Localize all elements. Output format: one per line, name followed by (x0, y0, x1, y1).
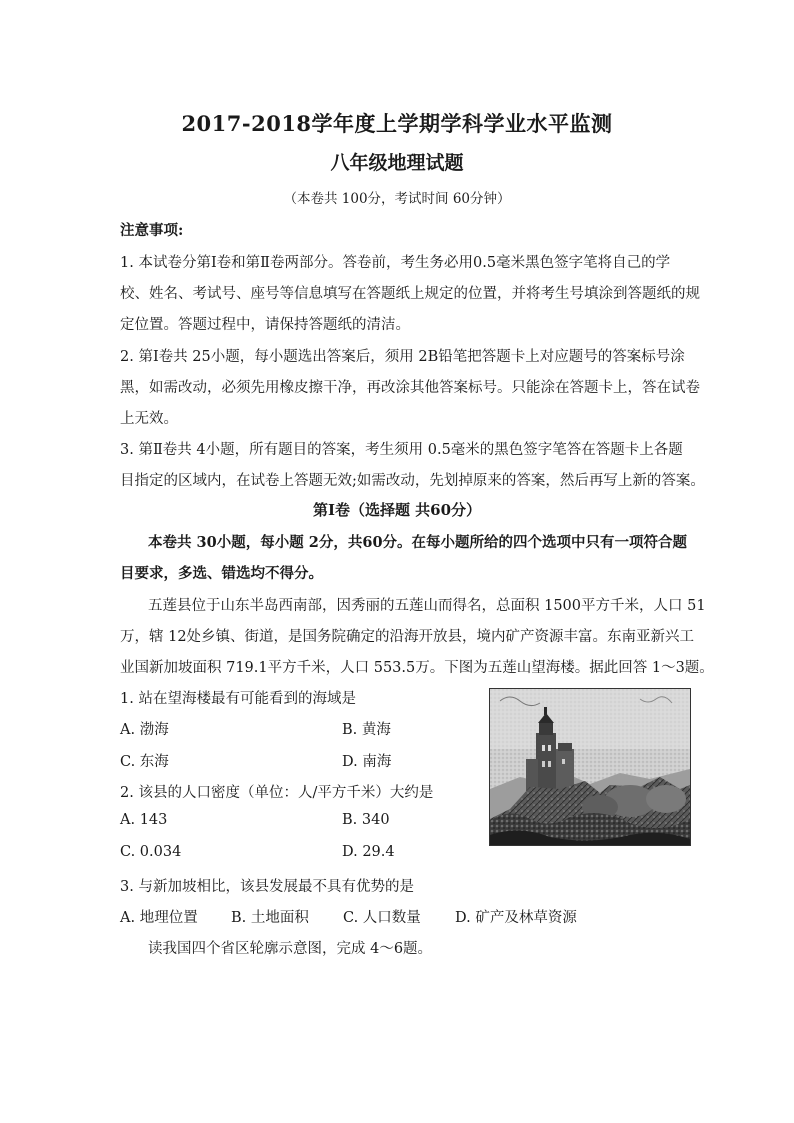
section-instructions: 本卷共 30小题，每小题 2分，共60分。在每小题所给的四个选项中只有一项符合题 (148, 534, 688, 551)
option-3a: A. 地理位置 (120, 910, 198, 926)
notes-line: 1. 本试卷分第Ⅰ卷和第Ⅱ卷两部分。答卷前，考生务必用0.5毫米黑色签字笔将自己的学 (120, 255, 671, 271)
option-2a: A. 143 (120, 812, 168, 828)
option-3d: D. 矿产及林草资源 (455, 910, 577, 926)
option-2d: D. 29.4 (342, 844, 395, 860)
exam-subtitle: 八年级地理试题 (330, 152, 464, 174)
option-1b: B. 黄海 (342, 722, 391, 738)
passage-line: 五莲县位于山东半岛西南部，因秀丽的五莲山而得名，总面积 1500平方千米，人口 51 (148, 598, 706, 614)
passage-line: 业国新加坡面积 719.1平方千米，人口 553.5万。下图为五莲山望海楼。据此回答 1～3题。 (120, 660, 714, 676)
notes-line: 上无效。 (120, 411, 178, 427)
option-2c: C. 0.034 (120, 844, 182, 860)
question-stem-1: 1. 站在望海楼最有可能看到的海域是 (120, 691, 356, 707)
notes-heading: 注意事项: (120, 222, 184, 239)
tower-photo-illustration (490, 689, 690, 845)
notes-line: 校、姓名、考试号、座号等信息填写在答题纸上规定的位置，并将考生号填涂到答题纸的规 (120, 286, 700, 302)
question-stem-3: 3. 与新加坡相比，该县发展最不具有优势的是 (120, 879, 414, 895)
option-3b: B. 土地面积 (231, 910, 309, 926)
option-1c: C. 东海 (120, 754, 169, 770)
notes-line: 目指定的区域内，在试卷上答题无效;如需改动，先划掉原来的答案，然后再写上新的答案。 (120, 473, 705, 489)
exam-title: 2017-2018学年度上学期学科学业水平监测 (181, 111, 613, 136)
notes-line: 黑，如需改动，必须先用橡皮擦干净，再改涂其他答案标号。只能涂在答题卡上，答在试卷 (120, 380, 700, 396)
exam-info: （本卷共 100分，考试时间 60分钟） (283, 191, 511, 207)
option-1a: A. 渤海 (120, 722, 169, 738)
wanghai-tower-photo (489, 688, 691, 846)
question-stem-2: 2. 该县的人口密度（单位：人/平方千米）大约是 (120, 785, 434, 801)
passage-line: 万，辖 12处乡镇、街道，是国务院确定的沿海开放县，境内矿产资源丰富。东南亚新兴工 (120, 629, 695, 645)
notes-line: 定位置。答题过程中，请保持答题纸的清洁。 (120, 317, 410, 333)
section-instructions: 目要求，多选、错选均不得分。 (120, 565, 323, 582)
notes-line: 3. 第Ⅱ卷共 4小题，所有题目的答案，考生须用 0.5毫米的黑色签字笔答在答题卡上各题 (120, 442, 683, 458)
option-1d: D. 南海 (342, 754, 392, 770)
section-title: 第Ⅰ卷（选择题 共60分） (312, 501, 482, 519)
next-questions-intro: 读我国四个省区轮廓示意图，完成 4～6题。 (148, 941, 433, 957)
notes-line: 2. 第Ⅰ卷共 25小题，每小题选出答案后，须用 2B铅笔把答题卡上对应题号的答案标号涂 (120, 349, 685, 365)
option-3c: C. 人口数量 (343, 910, 421, 926)
option-2b: B. 340 (342, 812, 390, 828)
